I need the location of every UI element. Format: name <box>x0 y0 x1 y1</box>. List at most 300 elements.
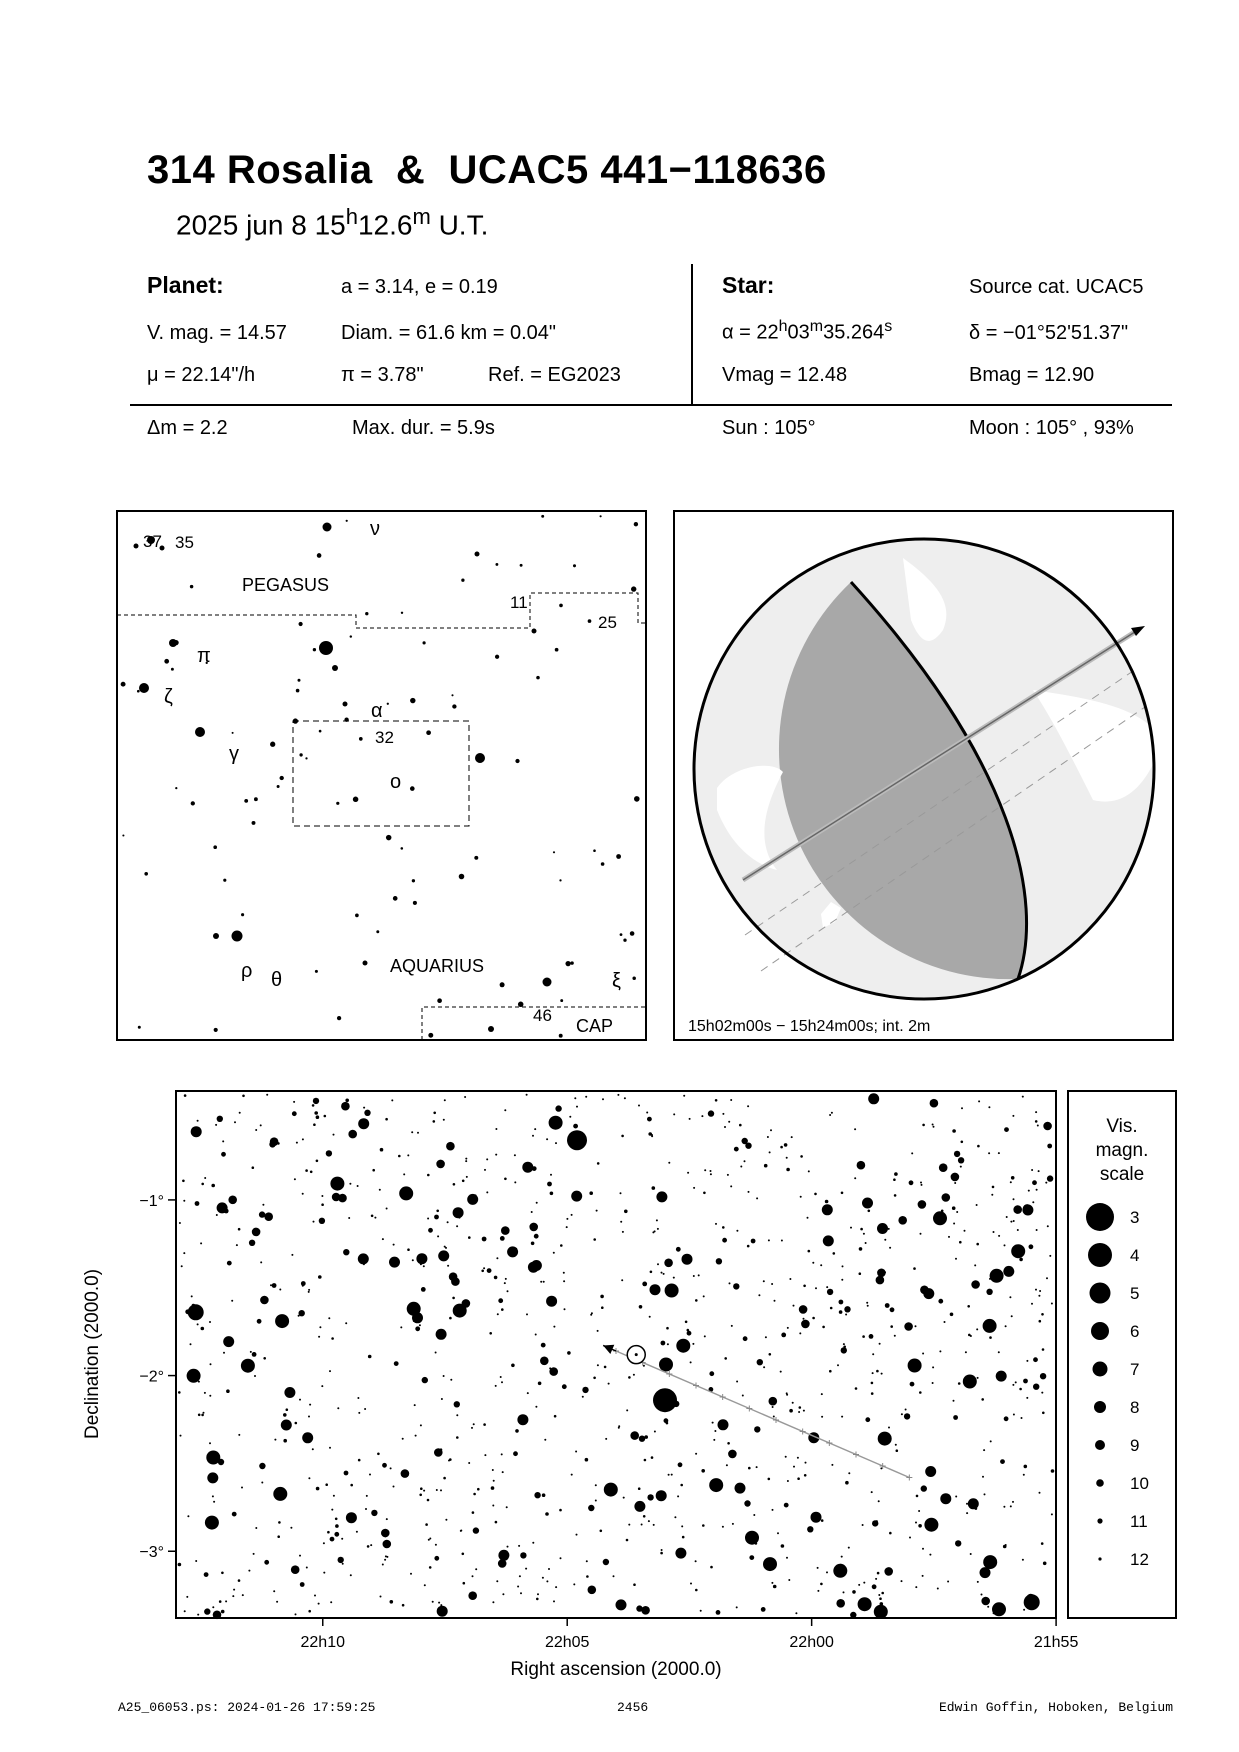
field-star <box>959 1241 962 1244</box>
field-star <box>502 1471 504 1473</box>
field-star <box>715 1223 717 1225</box>
field-star <box>975 1507 978 1510</box>
field-star <box>302 1193 304 1195</box>
field-star <box>232 1512 237 1517</box>
field-star <box>281 1420 292 1431</box>
field-star <box>1012 1115 1014 1117</box>
field-star <box>367 1545 370 1548</box>
field-star <box>841 1556 843 1558</box>
finder-star <box>560 999 563 1002</box>
bright-star <box>653 1388 677 1412</box>
field-star <box>1011 1315 1013 1317</box>
field-star <box>772 1406 774 1408</box>
field-star <box>626 1539 629 1542</box>
field-star <box>380 1148 384 1152</box>
field-star <box>628 1376 631 1379</box>
field-star <box>538 1382 542 1386</box>
field-star <box>548 1568 550 1570</box>
field-star <box>429 1566 432 1569</box>
field-star <box>321 1385 323 1387</box>
field-star <box>862 1524 864 1526</box>
field-star <box>436 1160 445 1169</box>
field-star <box>663 1273 665 1275</box>
field-star <box>1035 1111 1037 1113</box>
field-star <box>382 1238 384 1240</box>
field-star <box>777 1532 779 1534</box>
field-star <box>807 1217 809 1219</box>
field-star <box>841 1416 843 1418</box>
field-star <box>937 1588 939 1590</box>
field-star <box>462 1180 465 1183</box>
field-star <box>496 1580 498 1582</box>
field-star <box>952 1129 956 1133</box>
field-star <box>617 1094 619 1096</box>
field-star <box>449 1317 452 1320</box>
field-star <box>881 1373 883 1375</box>
globe-panel <box>673 510 1175 1042</box>
finder-star <box>616 854 621 859</box>
field-star <box>695 1299 698 1302</box>
finder-star <box>190 585 193 588</box>
field-star <box>242 1594 244 1596</box>
field-star <box>982 1476 984 1478</box>
field-star <box>365 1508 367 1510</box>
planet-parallax: π = 3.78" <box>341 364 424 386</box>
field-star <box>800 1196 802 1198</box>
bright-star <box>188 1304 204 1320</box>
field-star <box>390 1600 394 1604</box>
field-star <box>504 1282 506 1284</box>
field-star <box>386 1556 388 1558</box>
field-star <box>200 1242 202 1244</box>
field-star <box>947 1581 949 1583</box>
finder-star <box>241 913 244 916</box>
field-star <box>283 1413 287 1417</box>
field-star <box>500 1236 505 1241</box>
field-star <box>626 1409 628 1411</box>
field-star <box>218 1459 224 1465</box>
field-star <box>734 1147 739 1152</box>
field-star <box>1011 1176 1015 1180</box>
field-star <box>586 1560 588 1562</box>
field-star <box>473 1493 476 1496</box>
field-star <box>763 1280 765 1282</box>
finder-star <box>488 1026 494 1032</box>
field-star <box>496 1257 498 1259</box>
field-star <box>571 1191 582 1202</box>
field-star <box>597 1330 599 1332</box>
field-star <box>915 1325 917 1327</box>
field-star <box>874 1605 888 1619</box>
star-chart <box>72 1090 1182 1690</box>
field-star <box>941 1217 944 1220</box>
field-star <box>727 1442 730 1445</box>
field-star <box>204 1572 209 1577</box>
field-star <box>1051 1469 1055 1473</box>
field-star <box>468 1462 470 1464</box>
field-star <box>980 1567 991 1578</box>
field-star <box>472 1511 475 1514</box>
finder-star <box>543 978 552 987</box>
field-star <box>345 1322 347 1324</box>
field-star <box>255 1527 257 1529</box>
field-star <box>207 1472 218 1483</box>
field-star <box>958 1157 964 1163</box>
field-star <box>854 1128 856 1130</box>
field-star <box>313 1221 315 1223</box>
finder-star <box>315 970 318 973</box>
field-star <box>216 1214 218 1216</box>
field-star <box>261 1482 263 1484</box>
field-star <box>724 1357 727 1360</box>
field-star <box>764 1164 768 1168</box>
field-star <box>771 1582 773 1584</box>
finder-star <box>293 718 298 723</box>
finder-star <box>452 704 456 708</box>
field-star <box>929 1554 931 1556</box>
finder-star <box>232 931 243 942</box>
field-star <box>977 1145 980 1148</box>
field-star <box>913 1267 916 1270</box>
finder-star <box>355 914 359 918</box>
field-star <box>704 1169 706 1171</box>
field-star <box>877 1223 888 1234</box>
field-star <box>970 1553 972 1555</box>
field-star <box>374 1217 376 1219</box>
field-star <box>955 1540 961 1546</box>
field-star <box>990 1440 992 1442</box>
field-star <box>938 1299 943 1304</box>
field-star <box>254 1375 256 1377</box>
field-star <box>984 1493 986 1495</box>
field-star <box>940 1493 951 1504</box>
field-star <box>718 1419 729 1430</box>
field-star <box>437 1235 439 1237</box>
field-star <box>710 1170 712 1172</box>
field-star <box>348 1217 350 1219</box>
moon-info: Moon : 105° , 93% <box>969 417 1134 439</box>
star-ra: $\alpha = 22^h03^m35.264^s$ <box>722 318 893 344</box>
field-star <box>728 1121 730 1123</box>
field-star <box>416 1253 427 1264</box>
field-star <box>436 1210 439 1213</box>
field-star <box>634 1501 645 1512</box>
field-star <box>389 1257 400 1268</box>
field-star <box>837 1364 839 1366</box>
field-star <box>337 1407 339 1409</box>
finder-star <box>553 851 555 853</box>
planet-vmag: V. mag. = 14.57 <box>147 322 287 344</box>
field-star <box>967 1305 970 1308</box>
field-star <box>1035 1289 1037 1291</box>
legend-dot <box>1086 1203 1114 1231</box>
field-star <box>1009 1296 1011 1298</box>
field-star <box>358 1412 360 1414</box>
field-star <box>700 1610 702 1612</box>
field-star <box>843 1343 845 1345</box>
field-star <box>786 1394 788 1396</box>
field-star <box>1003 1506 1005 1508</box>
field-star <box>393 1244 395 1246</box>
field-star <box>960 1166 962 1168</box>
field-star <box>676 1247 681 1252</box>
finder-star <box>559 1034 563 1038</box>
finder-star <box>634 796 640 802</box>
field-star <box>400 1326 402 1328</box>
field-star <box>677 1495 679 1497</box>
field-star <box>500 1376 502 1378</box>
field-star <box>501 1226 510 1235</box>
finder-star <box>214 1028 218 1032</box>
field-star <box>507 1546 509 1548</box>
field-star <box>786 1157 788 1159</box>
field-star <box>709 1478 723 1492</box>
field-star <box>695 1453 697 1455</box>
field-star <box>532 1542 534 1544</box>
field-star <box>751 1239 756 1244</box>
field-star <box>781 1544 785 1548</box>
field-star <box>822 1204 833 1215</box>
field-star <box>391 1099 393 1101</box>
field-star <box>482 1237 487 1242</box>
field-star <box>582 1396 584 1398</box>
finder-star <box>346 520 348 522</box>
field-star <box>596 1210 598 1212</box>
field-star <box>528 1262 539 1273</box>
field-star <box>197 1323 199 1325</box>
finder-star <box>515 759 519 763</box>
field-star <box>242 1095 245 1098</box>
finder-star <box>122 834 124 836</box>
field-star <box>804 1474 807 1477</box>
finder-star <box>474 856 478 860</box>
field-star <box>767 1136 769 1138</box>
field-star <box>722 1526 724 1528</box>
field-star <box>787 1480 789 1482</box>
field-star <box>542 1577 544 1579</box>
field-star <box>647 1117 652 1122</box>
field-star <box>1015 1381 1017 1383</box>
field-star <box>1017 1229 1019 1231</box>
field-star <box>792 1402 794 1404</box>
field-star <box>649 1316 651 1318</box>
field-star <box>532 1135 534 1137</box>
field-star <box>921 1485 927 1491</box>
field-star <box>225 1600 227 1602</box>
field-star <box>668 1162 670 1164</box>
field-star <box>260 1296 269 1305</box>
field-star <box>923 1288 934 1299</box>
field-star <box>648 1132 652 1136</box>
field-star <box>477 1488 480 1491</box>
finder-star <box>634 522 638 526</box>
x-tick-label: 22h00 <box>789 1634 834 1651</box>
field-star <box>953 1400 955 1402</box>
field-star <box>862 1198 873 1209</box>
field-star <box>325 1483 328 1486</box>
field-star <box>763 1557 777 1571</box>
field-star <box>829 1114 831 1116</box>
field-star <box>951 1173 960 1182</box>
field-star <box>450 1379 452 1381</box>
field-star <box>534 1128 536 1130</box>
field-star <box>501 1308 504 1311</box>
field-star <box>550 1192 554 1196</box>
field-star <box>770 1129 772 1131</box>
field-star <box>498 1550 509 1561</box>
field-star <box>848 1472 850 1474</box>
field-star <box>785 1456 787 1458</box>
field-star <box>536 1598 539 1601</box>
field-star <box>1037 1125 1039 1127</box>
field-star <box>546 1580 548 1582</box>
label-46: 46 <box>533 1006 552 1025</box>
field-star <box>600 1530 603 1533</box>
field-star <box>803 1285 806 1288</box>
field-star <box>513 1451 518 1456</box>
legend-mag-label: 6 <box>1130 1322 1140 1341</box>
finder-star <box>632 976 636 980</box>
field-star <box>839 1300 844 1305</box>
field-star <box>393 1486 395 1488</box>
field-star <box>732 1523 734 1525</box>
field-star <box>722 1238 727 1243</box>
field-star <box>420 1263 422 1265</box>
field-star <box>919 1391 922 1394</box>
field-star <box>364 1408 366 1410</box>
page-title: 314 Rosalia & UCAC5 441−118636 <box>147 148 827 192</box>
legend-dot <box>1097 1518 1102 1523</box>
field-star <box>965 1351 967 1353</box>
field-star <box>350 1574 352 1576</box>
field-star <box>820 1583 823 1586</box>
field-star <box>535 1406 537 1408</box>
field-star <box>736 1606 738 1608</box>
field-star <box>1047 1144 1052 1149</box>
field-star <box>506 1506 508 1508</box>
field-star <box>534 1234 539 1239</box>
field-star <box>423 1490 425 1492</box>
field-star <box>302 1138 304 1140</box>
field-star <box>1049 1255 1051 1257</box>
field-star <box>673 1113 675 1115</box>
field-star <box>255 1129 257 1131</box>
field-star <box>845 1314 847 1316</box>
field-star <box>736 1381 738 1383</box>
field-star <box>1051 1303 1053 1305</box>
field-star <box>335 1518 338 1521</box>
field-star <box>954 1182 956 1184</box>
field-star <box>299 1399 301 1401</box>
field-star <box>889 1532 892 1535</box>
field-star <box>970 1335 972 1337</box>
field-star <box>507 1290 509 1292</box>
field-star <box>234 1121 236 1123</box>
field-star <box>380 1596 382 1598</box>
field-star <box>661 1549 663 1551</box>
field-star <box>309 1404 311 1406</box>
field-star <box>805 1462 807 1464</box>
field-star <box>664 1259 673 1268</box>
field-star <box>377 1453 380 1456</box>
field-star <box>553 1326 555 1328</box>
field-star <box>468 1591 477 1600</box>
field-star <box>803 1410 805 1412</box>
field-star <box>859 1272 862 1275</box>
field-star <box>574 1097 576 1099</box>
field-star <box>763 1366 765 1368</box>
field-star <box>484 1169 486 1171</box>
field-star <box>876 1276 885 1285</box>
field-star <box>722 1226 725 1229</box>
field-star <box>560 1557 562 1559</box>
field-star <box>179 1222 181 1224</box>
field-star <box>487 1268 492 1273</box>
field-star <box>815 1287 817 1289</box>
finder-star <box>191 801 195 805</box>
field-star <box>613 1575 615 1577</box>
field-star <box>879 1343 881 1345</box>
field-star <box>708 1110 714 1116</box>
field-star <box>483 1267 485 1269</box>
finder-star <box>475 753 485 763</box>
field-star <box>739 1124 742 1127</box>
field-star <box>273 1590 275 1592</box>
field-star <box>316 1115 320 1119</box>
field-star <box>301 1281 306 1286</box>
field-star <box>710 1566 713 1569</box>
field-star <box>863 1233 865 1235</box>
finder-chart <box>116 510 648 1042</box>
field-star <box>872 1353 874 1355</box>
field-star <box>560 1244 563 1247</box>
finder-star <box>280 776 284 780</box>
field-star <box>600 1295 604 1299</box>
finder-star <box>317 553 322 558</box>
field-star <box>756 1197 758 1199</box>
field-star <box>983 1319 997 1333</box>
field-star <box>363 1107 365 1109</box>
field-star <box>279 1289 281 1291</box>
field-star <box>781 1333 786 1338</box>
field-star <box>808 1170 810 1172</box>
field-star <box>621 1279 623 1281</box>
field-star <box>183 1252 185 1254</box>
field-star <box>217 1202 228 1213</box>
field-star <box>195 1201 200 1206</box>
field-star <box>983 1555 997 1569</box>
field-star <box>1022 1205 1033 1216</box>
field-star <box>922 1548 924 1550</box>
field-star <box>661 1341 666 1346</box>
field-star <box>855 1387 858 1390</box>
field-star <box>415 1435 417 1437</box>
finder-star <box>195 727 205 737</box>
field-star <box>329 1370 331 1372</box>
field-star <box>872 1584 877 1589</box>
finder-star <box>518 1002 524 1008</box>
field-star <box>323 1572 325 1574</box>
field-star <box>184 1094 187 1097</box>
field-star <box>602 1098 604 1100</box>
field-star <box>550 1174 552 1176</box>
finder-star <box>437 998 442 1003</box>
field-star <box>275 1314 289 1328</box>
field-star <box>453 1183 456 1186</box>
field-star <box>780 1146 783 1149</box>
field-star <box>618 1425 620 1427</box>
field-star <box>850 1227 852 1229</box>
